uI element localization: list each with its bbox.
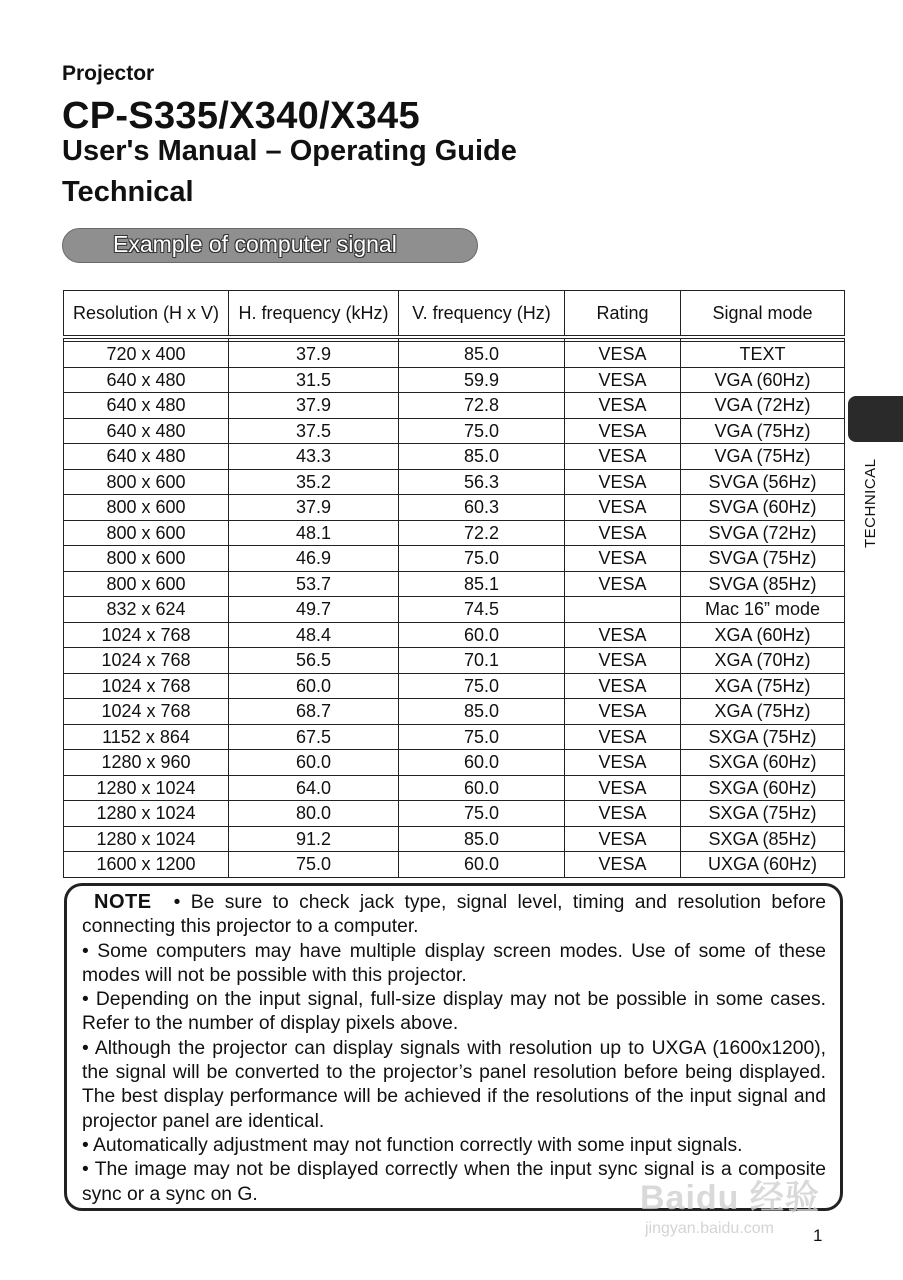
col-header-resolution: Resolution (H x V) bbox=[64, 291, 229, 338]
cell-signal-mode: SVGA (85Hz) bbox=[681, 571, 845, 597]
cell-resolution: 1600 x 1200 bbox=[64, 852, 229, 878]
cell-resolution: 1280 x 1024 bbox=[64, 826, 229, 852]
cell-resolution: 640 x 480 bbox=[64, 444, 229, 470]
cell-resolution: 1024 x 768 bbox=[64, 648, 229, 674]
cell-v-frequency: 60.0 bbox=[399, 775, 565, 801]
cell-resolution: 800 x 600 bbox=[64, 571, 229, 597]
cell-rating: VESA bbox=[565, 750, 681, 776]
cell-v-frequency: 85.0 bbox=[399, 342, 565, 368]
cell-h-frequency: 67.5 bbox=[229, 724, 399, 750]
cell-rating: VESA bbox=[565, 444, 681, 470]
cell-resolution: 1024 x 768 bbox=[64, 673, 229, 699]
note-paragraph bbox=[82, 890, 826, 940]
cell-rating: VESA bbox=[565, 520, 681, 546]
cell-v-frequency: 56.3 bbox=[399, 469, 565, 495]
cell-rating: VESA bbox=[565, 673, 681, 699]
note-paragraph: • Although the projector can display signals with resolution up to UXGA (1600x1200), the signal will be converted to the projector’s panel resolution before being displayed. The best display performance will be achieved if the resolutions of the input signal and projector panel are identical. bbox=[82, 1037, 826, 1132]
cell-resolution: 1280 x 960 bbox=[64, 750, 229, 776]
watermark-url: jingyan.baidu.com bbox=[645, 1220, 774, 1237]
cell-v-frequency: 70.1 bbox=[399, 648, 565, 674]
col-header-signal-mode: Signal mode bbox=[681, 291, 845, 338]
table-row bbox=[64, 648, 845, 674]
table-row bbox=[64, 775, 845, 801]
cell-rating: VESA bbox=[565, 367, 681, 393]
note-paragraph: • Automatically adjustment may not function correctly with some input signals. bbox=[82, 1134, 743, 1156]
cell-v-frequency: 72.2 bbox=[399, 520, 565, 546]
cell-h-frequency: 75.0 bbox=[229, 852, 399, 878]
note-label: NOTE bbox=[94, 891, 152, 913]
cell-v-frequency: 75.0 bbox=[399, 546, 565, 572]
cell-h-frequency: 68.7 bbox=[229, 699, 399, 725]
cell-v-frequency: 85.0 bbox=[399, 699, 565, 725]
manual-subtitle: User's Manual – Operating Guide bbox=[62, 135, 517, 167]
page-number: 1 bbox=[813, 1226, 823, 1245]
cell-h-frequency: 91.2 bbox=[229, 826, 399, 852]
cell-v-frequency: 60.0 bbox=[399, 750, 565, 776]
cell-resolution: 1024 x 768 bbox=[64, 622, 229, 648]
cell-signal-mode: XGA (70Hz) bbox=[681, 648, 845, 674]
table-row bbox=[64, 622, 845, 648]
cell-h-frequency: 48.4 bbox=[229, 622, 399, 648]
cell-signal-mode: SXGA (60Hz) bbox=[681, 775, 845, 801]
table-row bbox=[64, 750, 845, 776]
cell-signal-mode: XGA (60Hz) bbox=[681, 622, 845, 648]
cell-signal-mode: SVGA (72Hz) bbox=[681, 520, 845, 546]
cell-h-frequency: 56.5 bbox=[229, 648, 399, 674]
cell-signal-mode: SXGA (75Hz) bbox=[681, 724, 845, 750]
note-box bbox=[64, 883, 843, 1211]
cell-rating: VESA bbox=[565, 495, 681, 521]
cell-signal-mode: XGA (75Hz) bbox=[681, 673, 845, 699]
cell-rating: VESA bbox=[565, 469, 681, 495]
col-header-h-frequency: H. frequency (kHz) bbox=[229, 291, 399, 338]
cell-signal-mode: SVGA (56Hz) bbox=[681, 469, 845, 495]
table-row bbox=[64, 673, 845, 699]
table-header-row bbox=[64, 291, 845, 338]
table-row bbox=[64, 367, 845, 393]
product-label: Projector bbox=[62, 62, 155, 85]
cell-rating: VESA bbox=[565, 775, 681, 801]
cell-rating: VESA bbox=[565, 852, 681, 878]
cell-rating: VESA bbox=[565, 418, 681, 444]
cell-rating: VESA bbox=[565, 826, 681, 852]
table-row bbox=[64, 826, 845, 852]
note-paragraph: • Some computers may have multiple display screen modes. Use of some of these modes will not be possible with this projector. bbox=[82, 940, 826, 986]
cell-rating: VESA bbox=[565, 724, 681, 750]
table-row bbox=[64, 393, 845, 419]
table-row bbox=[64, 418, 845, 444]
cell-h-frequency: 37.9 bbox=[229, 393, 399, 419]
table-row bbox=[64, 469, 845, 495]
cell-resolution: 800 x 600 bbox=[64, 495, 229, 521]
cell-v-frequency: 85.0 bbox=[399, 826, 565, 852]
cell-h-frequency: 43.3 bbox=[229, 444, 399, 470]
cell-resolution: 800 x 600 bbox=[64, 546, 229, 572]
cell-rating: VESA bbox=[565, 622, 681, 648]
cell-rating: VESA bbox=[565, 699, 681, 725]
table-row bbox=[64, 444, 845, 470]
col-header-v-frequency: V. frequency (Hz) bbox=[399, 291, 565, 338]
cell-signal-mode: VGA (60Hz) bbox=[681, 367, 845, 393]
cell-resolution: 1280 x 1024 bbox=[64, 801, 229, 827]
cell-resolution: 1152 x 864 bbox=[64, 724, 229, 750]
cell-v-frequency: 60.3 bbox=[399, 495, 565, 521]
cell-h-frequency: 35.2 bbox=[229, 469, 399, 495]
cell-v-frequency: 60.0 bbox=[399, 622, 565, 648]
cell-v-frequency: 59.9 bbox=[399, 367, 565, 393]
cell-signal-mode: VGA (75Hz) bbox=[681, 444, 845, 470]
cell-resolution: 832 x 624 bbox=[64, 597, 229, 623]
table-row bbox=[64, 597, 845, 623]
cell-h-frequency: 49.7 bbox=[229, 597, 399, 623]
cell-v-frequency: 75.0 bbox=[399, 418, 565, 444]
cell-signal-mode: SVGA (60Hz) bbox=[681, 495, 845, 521]
cell-h-frequency: 53.7 bbox=[229, 571, 399, 597]
cell-resolution: 640 x 480 bbox=[64, 367, 229, 393]
note-paragraph: • The image may not be displayed correctly when the input sync signal is a composite sync or a sync on G. bbox=[82, 1159, 826, 1205]
cell-signal-mode: XGA (75Hz) bbox=[681, 699, 845, 725]
table-row bbox=[64, 852, 845, 878]
cell-h-frequency: 46.9 bbox=[229, 546, 399, 572]
model-title: CP-S335/X340/X345 bbox=[62, 95, 420, 137]
cell-rating bbox=[565, 597, 681, 623]
cell-h-frequency: 37.5 bbox=[229, 418, 399, 444]
cell-v-frequency: 75.0 bbox=[399, 673, 565, 699]
cell-signal-mode: SXGA (60Hz) bbox=[681, 750, 845, 776]
cell-h-frequency: 37.9 bbox=[229, 342, 399, 368]
cell-v-frequency: 60.0 bbox=[399, 852, 565, 878]
cell-h-frequency: 48.1 bbox=[229, 520, 399, 546]
cell-signal-mode: VGA (75Hz) bbox=[681, 418, 845, 444]
cell-h-frequency: 64.0 bbox=[229, 775, 399, 801]
cell-v-frequency: 74.5 bbox=[399, 597, 565, 623]
cell-resolution: 720 x 400 bbox=[64, 342, 229, 368]
cell-signal-mode: SVGA (75Hz) bbox=[681, 546, 845, 572]
cell-signal-mode: SXGA (85Hz) bbox=[681, 826, 845, 852]
cell-signal-mode: UXGA (60Hz) bbox=[681, 852, 845, 878]
signal-table bbox=[63, 290, 845, 878]
note-text: • Be sure to check jack type, signal level, timing and resolution before connecting this projector to a computer. bbox=[82, 892, 826, 938]
cell-resolution: 800 x 600 bbox=[64, 469, 229, 495]
note-paragraph: • Depending on the input signal, full-size display may not be possible in some cases. Refer to the number of display pixels above. bbox=[82, 989, 826, 1035]
table-row bbox=[64, 495, 845, 521]
cell-v-frequency: 85.1 bbox=[399, 571, 565, 597]
cell-rating: VESA bbox=[565, 571, 681, 597]
cell-resolution: 640 x 480 bbox=[64, 418, 229, 444]
section-banner-label: Example of computer signal bbox=[113, 231, 397, 257]
cell-h-frequency: 31.5 bbox=[229, 367, 399, 393]
cell-resolution: 800 x 600 bbox=[64, 520, 229, 546]
table-row bbox=[64, 342, 845, 368]
cell-rating: VESA bbox=[565, 393, 681, 419]
table-row bbox=[64, 546, 845, 572]
cell-v-frequency: 75.0 bbox=[399, 801, 565, 827]
cell-rating: VESA bbox=[565, 648, 681, 674]
cell-h-frequency: 60.0 bbox=[229, 673, 399, 699]
cell-v-frequency: 75.0 bbox=[399, 724, 565, 750]
cell-rating: VESA bbox=[565, 801, 681, 827]
cell-resolution: 1280 x 1024 bbox=[64, 775, 229, 801]
chapter-tab-marker bbox=[848, 396, 903, 442]
cell-signal-mode: TEXT bbox=[681, 342, 845, 368]
table-row bbox=[64, 801, 845, 827]
section-banner bbox=[62, 228, 478, 263]
cell-signal-mode: Mac 16” mode bbox=[681, 597, 845, 623]
table-row bbox=[64, 699, 845, 725]
watermark-logo: Baidu 经验 bbox=[640, 1179, 820, 1217]
cell-resolution: 1024 x 768 bbox=[64, 699, 229, 725]
cell-v-frequency: 72.8 bbox=[399, 393, 565, 419]
cell-rating: VESA bbox=[565, 342, 681, 368]
chapter-tab-label: TECHNICAL bbox=[862, 458, 879, 548]
cell-resolution: 640 x 480 bbox=[64, 393, 229, 419]
cell-h-frequency: 37.9 bbox=[229, 495, 399, 521]
section-title: Technical bbox=[62, 176, 194, 208]
table-row bbox=[64, 520, 845, 546]
cell-h-frequency: 60.0 bbox=[229, 750, 399, 776]
cell-signal-mode: SXGA (75Hz) bbox=[681, 801, 845, 827]
col-header-rating: Rating bbox=[565, 291, 681, 338]
table-row bbox=[64, 724, 845, 750]
cell-rating: VESA bbox=[565, 546, 681, 572]
table-row bbox=[64, 571, 845, 597]
cell-v-frequency: 85.0 bbox=[399, 444, 565, 470]
table-body bbox=[64, 337, 845, 877]
cell-h-frequency: 80.0 bbox=[229, 801, 399, 827]
cell-signal-mode: VGA (72Hz) bbox=[681, 393, 845, 419]
